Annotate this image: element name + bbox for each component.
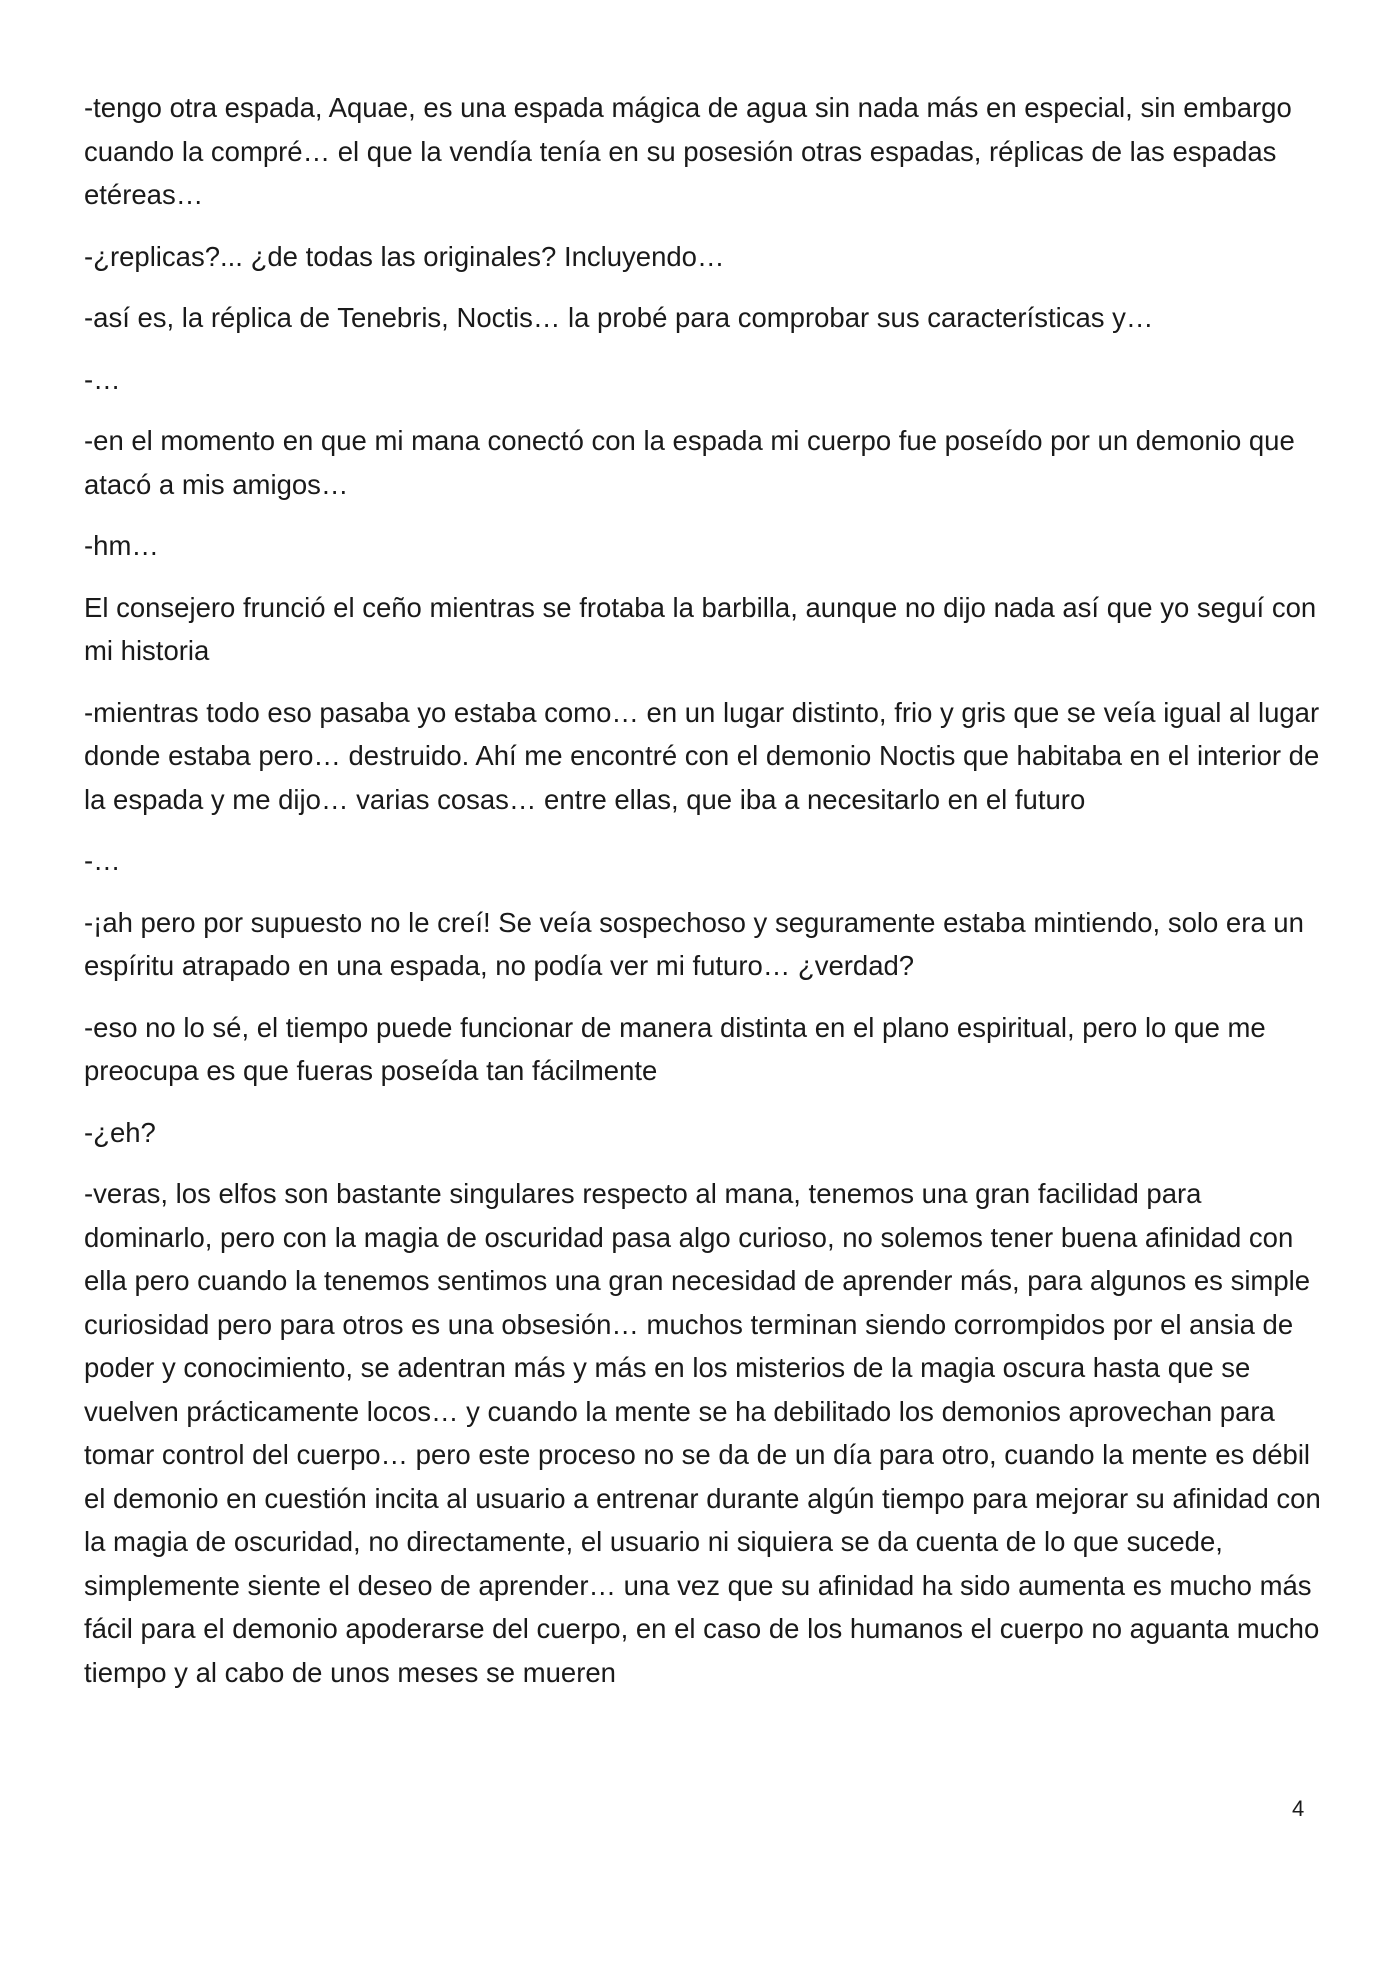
paragraph-9: -… bbox=[84, 845, 121, 876]
paragraph-7: El consejero frunció el ceño mientras se frotaba la barbilla, aunque no dijo nada así que yo seguí con mi historia bbox=[84, 591, 1317, 666]
paragraph-1: -tengo otra espada, Aquae, es una espada mágica de agua sin nada más en especial, sin embargo cuando la compré… el que la vendía tenía en su posesión otras espadas, réplicas de las espadas etéreas… bbox=[84, 92, 1292, 210]
paragraph-13: -veras, los elfos son bastante singulares respecto al mana, tenemos una gran facilidad para dominarlo, pero con la magia de oscuridad pasa algo curioso, no solemos tener buena afinidad con ella pero cuando la tenemos sentimos una gran necesidad de aprender más, para algunos es simple curiosidad pero para otros es una obsesión… muchos terminan siendo corrompidos por el ansia de poder y conocimiento, se adentran más y más en los misterios de la magia oscura hasta que se vuelven prácticamente locos… y cuando la mente se ha debilitado los demonios aprovechan para tomar control del cuerpo… pero este proceso no se da de un día para otro, cuando la mente es débil el demonio en cuestión incita al usuario a entrenar durante algún tiempo para mejorar su afinidad con la magia de oscuridad, no directamente, el usuario ni siquiera se da cuenta de lo que sucede, simplemente siente el deseo de aprender… una vez que su afinidad ha sido aumenta es mucho más fácil para el demonio apoderarse del cuerpo, en el caso de los humanos el cuerpo no aguanta mucho tiempo y al cabo de unos meses se mueren bbox=[84, 1178, 1321, 1688]
paragraph-11: -eso no lo sé, el tiempo puede funcionar de manera distinta en el plano espiritual, pero lo que me preocupa es que fueras poseída tan fácilmente bbox=[84, 1011, 1266, 1086]
paragraph-6: -hm… bbox=[84, 530, 159, 561]
page-number: 4 bbox=[1292, 1796, 1305, 1821]
paragraph-2: -¿replicas?... ¿de todas las originales? Incluyendo… bbox=[84, 240, 725, 272]
document-body bbox=[84, 86, 1324, 1712]
paragraph-3: -así es, la réplica de Tenebris, Noctis… la probé para comprobar sus características y… bbox=[84, 302, 1154, 333]
paragraph-12: -¿eh? bbox=[84, 1116, 156, 1148]
paragraph-4: -… bbox=[84, 363, 121, 395]
paragraph-8: -mientras todo eso pasaba yo estaba como… en un lugar distinto, frio y gris que se veía igual al lugar donde estaba pero… destruido. Ahí me encontré con el demonio Noctis que habitaba en el interior de la espada y me dijo… varias cosas… entre ellas, que iba a necesitarlo en el futuro bbox=[84, 696, 1320, 815]
paragraph-10: -¡ah pero por supuesto no le creí! Se veía sospechoso y seguramente estaba mintiendo, solo era un espíritu atrapado en una espada, no podía ver mi futuro… ¿verdad? bbox=[84, 906, 1304, 981]
paragraph-5: -en el momento en que mi mana conectó con la espada mi cuerpo fue poseído por un demonio que atacó a mis amigos… bbox=[84, 425, 1295, 500]
